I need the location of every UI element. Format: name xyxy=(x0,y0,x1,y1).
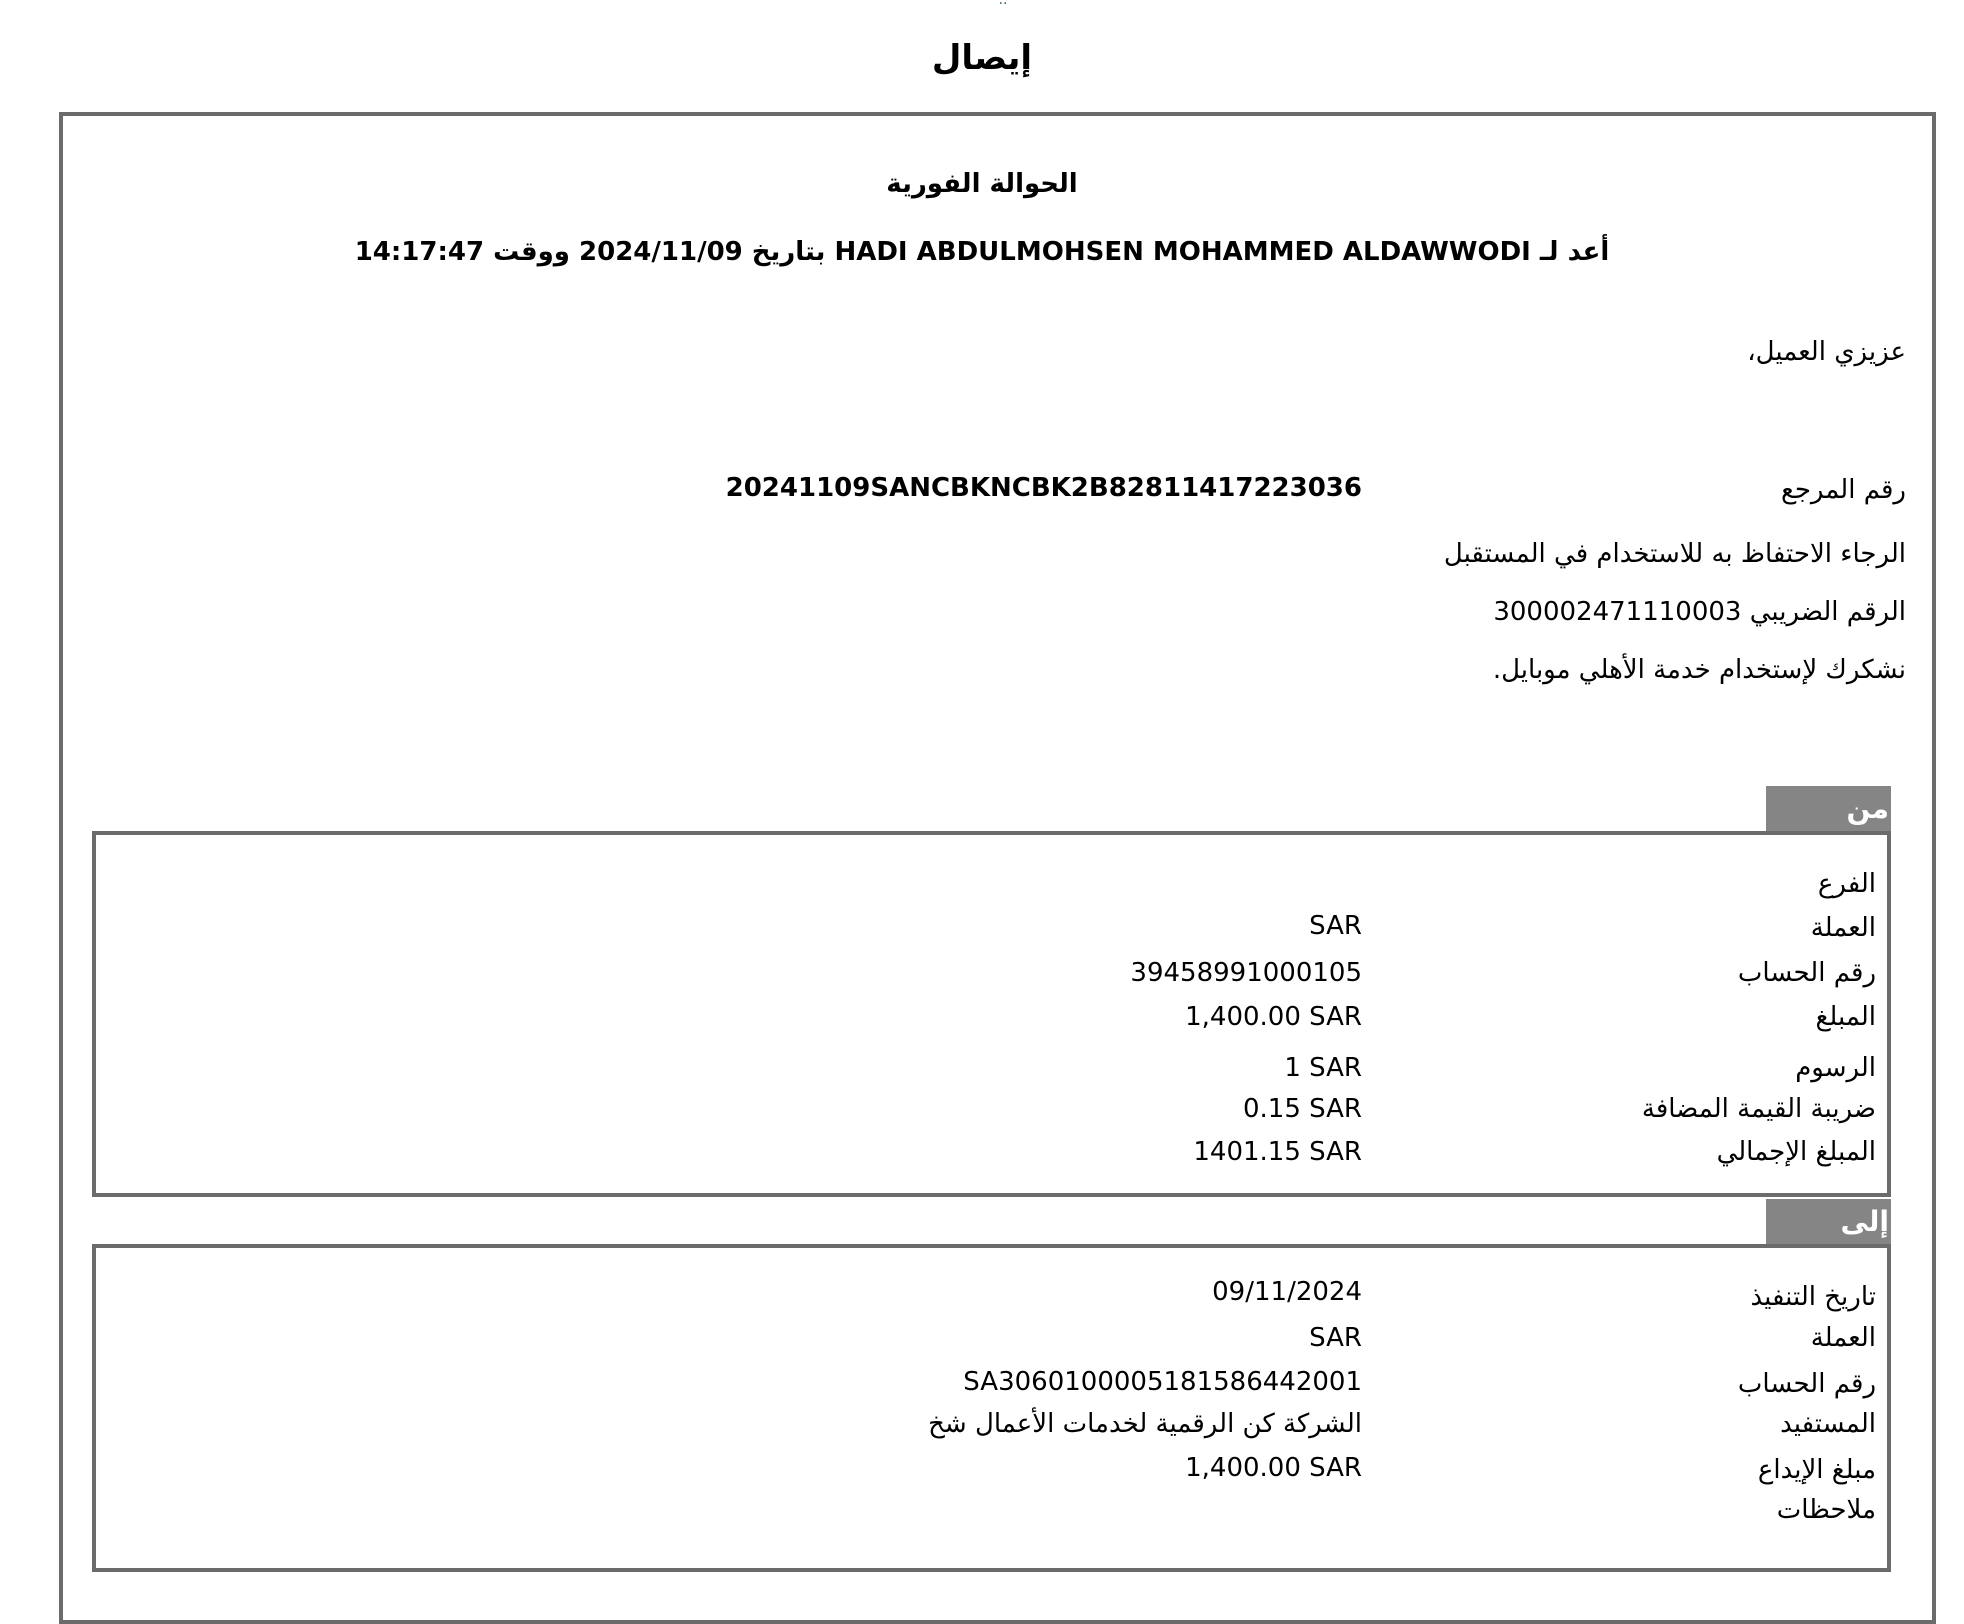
to-account-value: SA3060100005181586442001 xyxy=(963,1367,1362,1397)
total-label: المبلغ الإجمالي xyxy=(1716,1137,1876,1167)
execution-date-label: تاريخ التنفيذ xyxy=(1750,1282,1876,1312)
to-account-label: رقم الحساب xyxy=(1737,1369,1876,1399)
from-section-box xyxy=(92,831,1891,1197)
vat-value: 0.15 SAR xyxy=(1243,1094,1362,1124)
fees-value: 1 SAR xyxy=(1284,1053,1362,1083)
amount-label: المبلغ xyxy=(1815,1002,1876,1032)
page-title: إيصال xyxy=(931,38,1033,78)
amount-value: 1,400.00 SAR xyxy=(1185,1002,1362,1032)
greeting-text: عزيزي العميل، xyxy=(1747,337,1906,367)
fees-label: الرسوم xyxy=(1795,1053,1876,1083)
from-section-tab: من xyxy=(1766,786,1891,832)
service-title: الحوالة الفورية xyxy=(886,169,1078,199)
reference-value: 20241109SANCBKNCBK2B82811417223036 xyxy=(725,473,1362,503)
account-label: رقم الحساب xyxy=(1737,958,1876,988)
deposit-amount-value: 1,400.00 SAR xyxy=(1185,1453,1362,1483)
beneficiary-label: المستفيد xyxy=(1780,1409,1876,1439)
vat-label: ضريبة القيمة المضافة xyxy=(1641,1094,1876,1124)
execution-date-value: 09/11/2024 xyxy=(1212,1277,1362,1307)
tax-number-line: الرقم الضريبي 300002471110003 xyxy=(1493,597,1906,627)
to-section-tab: إلى xyxy=(1766,1199,1891,1245)
currency-label: العملة xyxy=(1810,913,1876,943)
branch-label: الفرع xyxy=(1817,869,1876,899)
reference-label: رقم المرجع xyxy=(1781,475,1906,505)
to-currency-value: SAR xyxy=(1309,1323,1362,1353)
total-value: 1401.15 SAR xyxy=(1193,1137,1362,1167)
beneficiary-value: الشركة كن الرقمية لخدمات الأعمال شخ xyxy=(928,1409,1362,1439)
prepared-for-line: أعد لـ HADI ABDULMOHSEN MOHAMMED ALDAWWODI بتاريخ 2024/11/09 ووقت 14:17:47 xyxy=(354,237,1610,267)
deposit-amount-label: مبلغ الإيداع xyxy=(1757,1455,1876,1485)
account-value: 39458991000105 xyxy=(1130,958,1362,988)
notes-label: ملاحظات xyxy=(1776,1495,1876,1525)
top-decoration-mark: ·· xyxy=(998,0,1008,12)
thanks-note: نشكرك لإستخدام خدمة الأهلي موبايل. xyxy=(1492,655,1906,685)
keep-note: الرجاء الاحتفاظ به للاستخدام في المستقبل xyxy=(1443,539,1906,569)
to-currency-label: العملة xyxy=(1810,1323,1876,1353)
currency-value: SAR xyxy=(1309,911,1362,941)
